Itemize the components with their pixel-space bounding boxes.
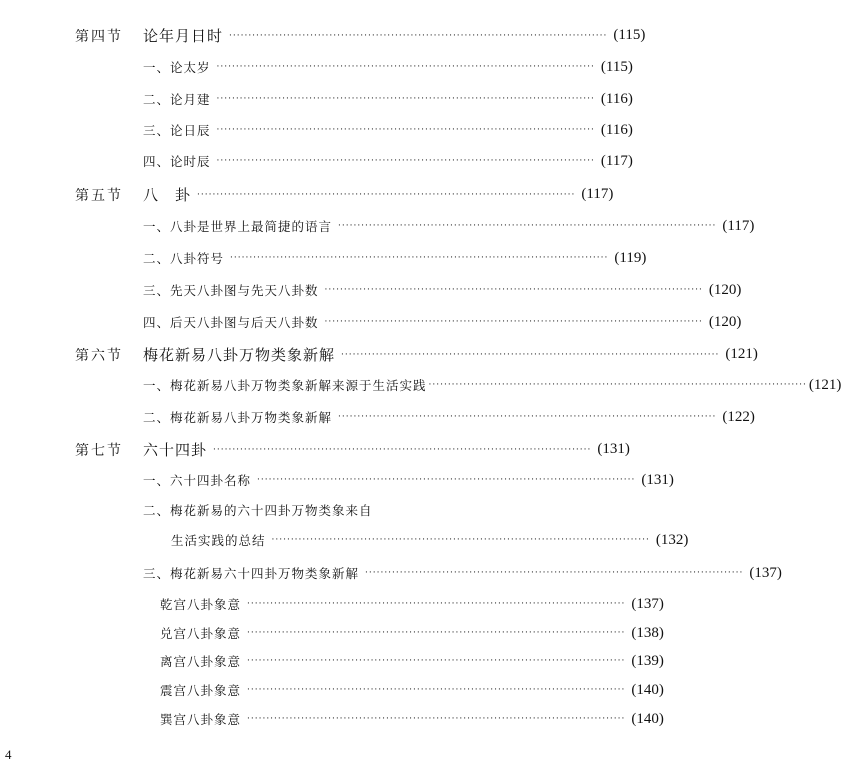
toc-entry-row[interactable]: [160, 624, 664, 642]
toc-entry-title: 离宫八卦象意: [160, 654, 242, 669]
toc-entry-row[interactable]: [143, 152, 633, 170]
toc-page-number: (122): [722, 408, 755, 425]
toc-page-number: (132): [655, 531, 689, 548]
toc-entry-row[interactable]: [143, 471, 674, 489]
toc-page-number: (115): [600, 58, 633, 75]
toc-entry-title: 一、八卦是世界上最简捷的语言: [143, 219, 333, 234]
toc-section-title: 八 卦: [143, 186, 192, 204]
toc-page-number: (120): [708, 313, 742, 330]
toc-leader: ··································································································: [271, 535, 650, 545]
toc-leader: ··································································································: [216, 94, 595, 104]
toc-leader: ··································································································: [247, 685, 626, 695]
toc-leader: ··································································································: [341, 349, 720, 360]
toc-entry-title: 三、先天八卦图与先天八卦数: [143, 283, 319, 298]
section-number: 第六节: [75, 348, 123, 364]
toc-entry-title: 巽宫八卦象意: [160, 712, 242, 727]
section-number: 第五节: [75, 188, 123, 204]
toc-page-number: (137): [631, 595, 664, 612]
toc-page-number: (117): [722, 217, 755, 234]
toc-entry-row[interactable]: [143, 408, 755, 426]
toc-leader: ··································································································: [197, 189, 576, 200]
toc-entry-title: 四、后天八卦图与后天八卦数: [143, 315, 319, 330]
toc-leader: ··································································································: [324, 285, 703, 295]
page-number: 4: [5, 747, 12, 762]
toc-entry-row[interactable]: [143, 313, 742, 331]
toc-entry-title: 三、论日辰: [143, 123, 211, 138]
toc-section-row[interactable]: [143, 25, 646, 46]
toc-entry-title: 四、论时辰: [143, 154, 211, 169]
toc-page-number: (117): [581, 186, 614, 202]
toc-section-title: 论年月日时: [143, 27, 224, 45]
toc-entry-title: 二、论月建: [143, 92, 211, 107]
toc-page-number: (115): [613, 27, 646, 43]
toc-section-row[interactable]: [143, 439, 630, 460]
toc-entry-row[interactable]: [160, 595, 664, 613]
toc-leader: ··································································································: [428, 380, 807, 390]
section-number: 第七节: [75, 443, 123, 459]
toc-page-number: (139): [631, 652, 664, 669]
toc-leader: ··································································································: [216, 62, 595, 72]
toc-section-title: 六十四卦: [143, 441, 208, 459]
toc-section-title: 梅花新易八卦万物类象新解: [143, 346, 336, 364]
toc-entry-title: 一、论太岁: [143, 60, 211, 75]
toc-page-number: (140): [631, 681, 664, 698]
section-number: 第四节: [75, 29, 123, 45]
toc-section-row[interactable]: [143, 184, 614, 205]
toc-page-number: (140): [631, 710, 664, 727]
toc-leader: ··································································································: [213, 444, 592, 455]
toc-page-number: (117): [600, 152, 633, 169]
toc-leader: ··································································································: [365, 568, 744, 578]
toc-entry-title: 二、八卦符号: [143, 251, 225, 266]
toc-entry-row[interactable]: [143, 121, 633, 139]
toc-entry-row[interactable]: [143, 564, 782, 582]
toc-page-number: (131): [597, 441, 630, 457]
toc-entry-title: 生活实践的总结: [171, 533, 266, 548]
toc-page-number: (119): [614, 249, 647, 266]
toc-page-number: (138): [631, 624, 664, 641]
toc-page-number: (121): [725, 346, 758, 362]
toc-leader: ··································································································: [216, 125, 595, 135]
toc-entry-title: 二、梅花新易八卦万物类象新解: [143, 410, 333, 425]
toc-entry-row[interactable]: [143, 90, 633, 108]
toc-leader: ··································································································: [247, 656, 626, 666]
toc-entry-row[interactable]: [160, 652, 664, 670]
toc-entry-title: 一、六十四卦名称: [143, 473, 252, 488]
toc-entry-row[interactable]: [143, 58, 633, 76]
toc-leader: ··································································································: [229, 30, 608, 41]
toc-page-number: (116): [600, 121, 633, 138]
toc-entry-row[interactable]: [143, 376, 841, 394]
toc-leader: ··································································································: [230, 253, 609, 263]
toc-entry-title: 乾宫八卦象意: [160, 597, 242, 612]
toc-entry-row[interactable]: [171, 531, 689, 549]
toc-entry-row[interactable]: [143, 217, 755, 235]
toc-leader: ··································································································: [257, 475, 636, 485]
toc-page-number: (137): [749, 564, 782, 581]
toc-leader: ··································································································: [216, 156, 595, 166]
toc-entry-title: 兑宫八卦象意: [160, 626, 242, 641]
toc-leader: ··································································································: [247, 714, 626, 724]
toc-leader: ··································································································: [338, 412, 717, 422]
toc-entry-title: 一、梅花新易八卦万物类象新解来源于生活实践: [143, 378, 427, 393]
toc-leader: ··································································································: [338, 221, 717, 231]
toc-entry-row[interactable]: [160, 681, 664, 699]
toc-page-number: (116): [600, 90, 633, 107]
toc-leader: ··································································································: [247, 599, 626, 609]
toc-leader: ··································································································: [247, 628, 626, 638]
toc-entry-row[interactable]: [143, 501, 495, 519]
toc-entry-row[interactable]: [143, 281, 742, 299]
toc-page-number: (121): [808, 376, 841, 393]
toc-entry-title: 二、梅花新易的六十四卦万物类象来自: [143, 503, 373, 518]
toc-entry-row[interactable]: [143, 249, 647, 267]
toc-page-number: (131): [641, 471, 674, 488]
toc-entry-row[interactable]: [160, 710, 664, 728]
toc-entry-title: 震宫八卦象意: [160, 683, 242, 698]
toc-section-row[interactable]: [143, 344, 758, 365]
toc-page-number: (120): [708, 281, 742, 298]
toc-entry-title: 三、梅花新易六十四卦万物类象新解: [143, 566, 360, 581]
toc-leader: ··································································································: [324, 317, 703, 327]
